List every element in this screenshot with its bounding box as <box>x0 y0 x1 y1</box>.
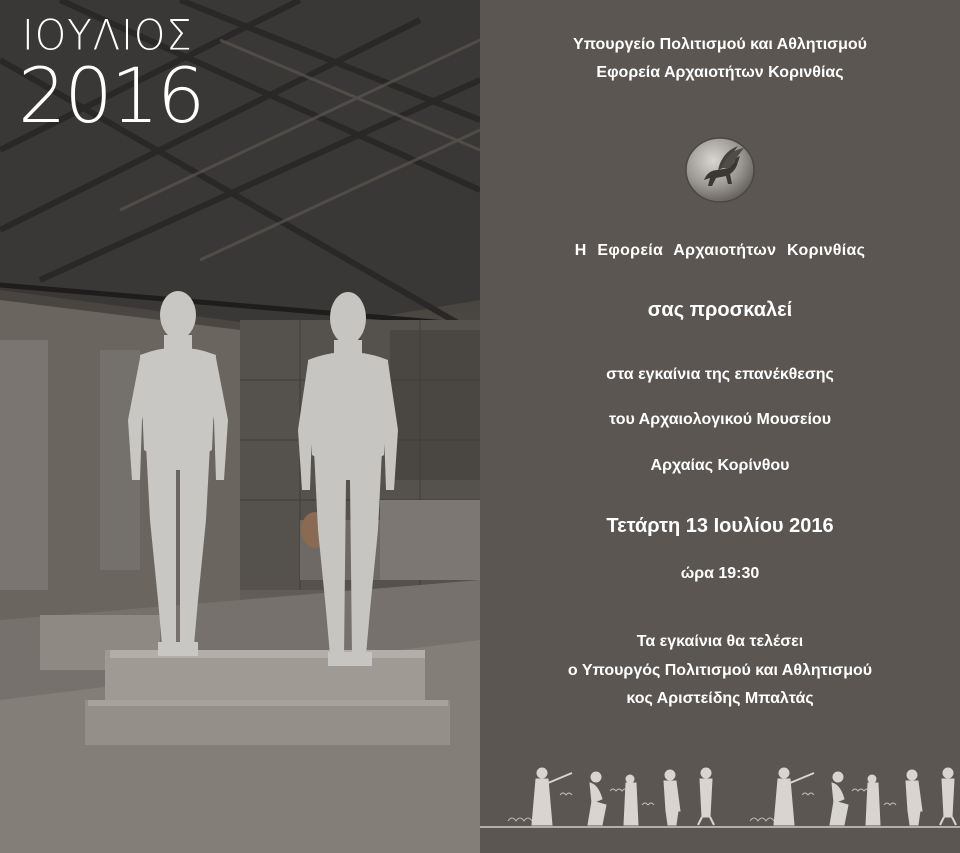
month-label: ΙΟΥΛΙΟΣ <box>22 11 193 61</box>
pegasus-coin-icon <box>684 134 756 206</box>
occasion-line-3: Αρχαίας Κορίνθου <box>650 457 790 474</box>
invitation-panel <box>480 0 960 853</box>
year-label: 2016 <box>18 51 204 140</box>
closing-line-1: Τα εγκαίνια θα τελέσει <box>636 633 804 650</box>
vase-painting-frieze <box>480 755 960 835</box>
ephorate-title: Εφορεία Αρχαιοτήτων Κορινθίας <box>596 64 844 81</box>
occasion-line-2: του Αρχαιολογικού Μουσείου <box>609 411 831 428</box>
ministry-title: Υπουργείο Πολιτισμού και Αθλητισμού <box>573 36 867 53</box>
closing-line-2: ο Υπουργός Πολιτισμού και Αθλητισμού <box>567 662 873 679</box>
invites-line: σας προσκαλεί <box>647 299 793 321</box>
event-time: ώρα 19:30 <box>680 565 760 582</box>
closing-line-3: κος Αριστείδης Μπαλτάς <box>626 690 814 707</box>
host-line: Η Εφορεία Αρχαιοτήτων Κορινθίας <box>574 242 866 259</box>
event-date: Τετάρτη 13 Ιουλίου 2016 <box>606 515 834 537</box>
occasion-line-1: στα εγκαίνια της επανέκθεσης <box>606 366 834 383</box>
